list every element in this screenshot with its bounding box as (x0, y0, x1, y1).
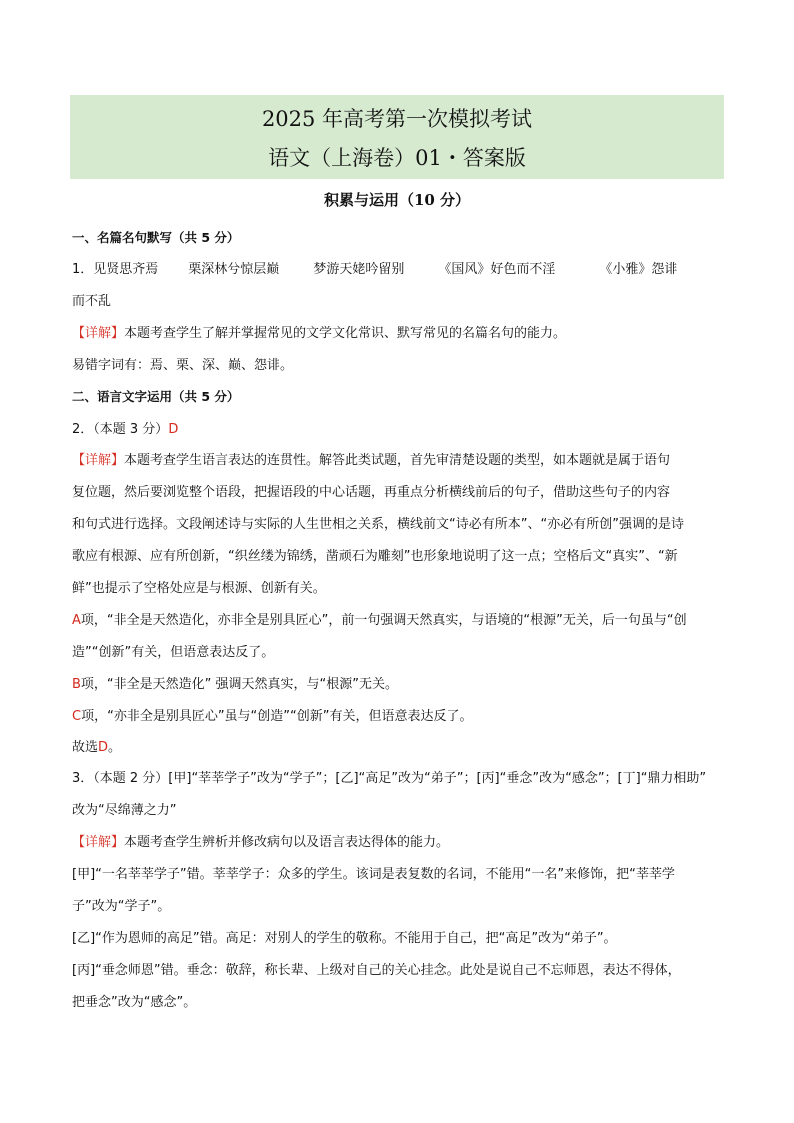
q2-option-b (72, 676, 398, 694)
q1-detail-text: 本题考查学生了解并掌握常见的文学文化常识、默写常见的名篇名句的能力。 (124, 326, 567, 341)
q1-number: 1． (72, 262, 94, 277)
q2-detail-line-5: 鲜”也提示了空格处应是与根源、创新有关。 (72, 581, 326, 596)
q2-option-a (72, 612, 687, 630)
part2-heading: 二、语言文字运用（共 5 分） (72, 389, 240, 404)
q1-answer-3: 梦游天姥吟留别 (313, 262, 405, 277)
detail-tag: 【详解】 (72, 453, 125, 468)
option-c-tag: C (72, 709, 82, 724)
option-a-tag: A (72, 613, 81, 628)
q1-answer-5: 《小雅》怨诽 (599, 262, 678, 277)
title-banner (70, 95, 724, 179)
q3-detail-text: 本题考查学生辨析并修改病句以及语言表达得体的能力。 (124, 835, 450, 850)
q3-bing-line-1: [丙]“垂念师恩”错。垂念：敬辞，称长辈、上级对自己的关心挂念。此处是说自己不忘师恩，表达不得体， (72, 963, 681, 978)
q2-option-c (72, 708, 473, 726)
q1-answers (72, 261, 677, 279)
q2-detail-line-2: 复位题，然后要浏览整个语段，把握语段的中心话题，再重点分析横线前后的句子，借助这些句子的内容 (72, 485, 671, 500)
q3-answer-line-2: 改为“尽绵薄之力” (72, 803, 177, 818)
q3-jia-line-1: [甲]“一名莘莘学子”错。莘莘学子：众多的学生。该词是表复数的名词，不能用“一名”来修饰，把“莘莘学 (72, 867, 675, 882)
q3-jia-line-2: 子”改为“学子”。 (72, 899, 171, 914)
conclusion-answer: D (98, 740, 109, 755)
option-b-tag: B (72, 677, 81, 692)
q3-yi: [乙]“作为恩师的高足”错。高足：对别人的学生的敬称。不能用于自己，把“高足”改为“弟子”。 (72, 931, 617, 946)
exam-title: 2025 年高考第一次模拟考试 (261, 107, 533, 131)
option-c-text: 项，“亦非全是别具匠心”虽与“创造”“创新”有关，但语意表达反了。 (81, 709, 473, 724)
exam-subtitle: 语文（上海卷）01・答案版 (268, 146, 526, 170)
conclusion-suffix: 。 (108, 740, 122, 755)
q2-detail-line-1 (72, 452, 670, 470)
q2-option-a-cont: 造”“创新”有关，但语意表达反了。 (72, 645, 275, 660)
q3-answer-line-1: 3．（本题 2 分）[甲]“莘莘学子”改为“学子”；[乙]“高足”改为“弟子”；[丙]“垂念”改为“感念”；[丁]“鼎力相助” (72, 771, 707, 786)
option-a-text: 项，“非全是天然造化，亦非全是别具匠心”，前一句强调天然真实，与语境的“根源”无关，后一句虽与“创 (80, 613, 687, 628)
detail-tag: 【详解】 (72, 326, 125, 341)
part1-heading: 一、名篇名句默写（共 5 分） (72, 230, 240, 245)
q1-answer-4: 《国风》好色而不淫 (438, 262, 556, 277)
q1-mistakes: 易错字词有：焉、栗、深、巅、怨诽。 (72, 358, 294, 373)
q2-conclusion (72, 739, 121, 757)
q2-detail-line-3: 和句式进行选择。文段阐述诗与实际的人生世相之关系，横线前文“诗必有所本”、“亦必有所创”强调的是诗 (72, 517, 684, 532)
q2-header (72, 421, 178, 439)
q1-detail (72, 325, 566, 343)
q1-answer-1: 见贤思齐焉 (93, 262, 159, 277)
detail-tag: 【详解】 (72, 835, 125, 850)
section-title: 积累与运用（10 分） (323, 191, 471, 209)
q2-prefix: 2．（本题 3 分） (72, 422, 169, 437)
conclusion-prefix: 故选 (72, 740, 99, 755)
q3-detail (72, 834, 449, 852)
q2-answer: D (168, 422, 179, 437)
q2-detail-line-4: 歌应有根源、应有所创新，“织丝缕为锦绣，凿顽石为雕刻”也形象地说明了这一点；空格后文“真实”、“新 (72, 549, 678, 564)
q3-bing-line-2: 把垂念”改为“感念”。 (72, 995, 197, 1010)
q1-answer-cont: 而不乱 (72, 294, 112, 309)
q1-answer-2: 栗深林兮惊层巅 (188, 262, 280, 277)
option-b-text: 项，“非全是天然造化” 强调天然真实，与“根源”无关。 (80, 677, 398, 692)
q2-detail-text: 本题考查学生语言表达的连贯性。解答此类试题，首先审清楚设题的类型，如本题就是属于语句 (124, 453, 671, 468)
